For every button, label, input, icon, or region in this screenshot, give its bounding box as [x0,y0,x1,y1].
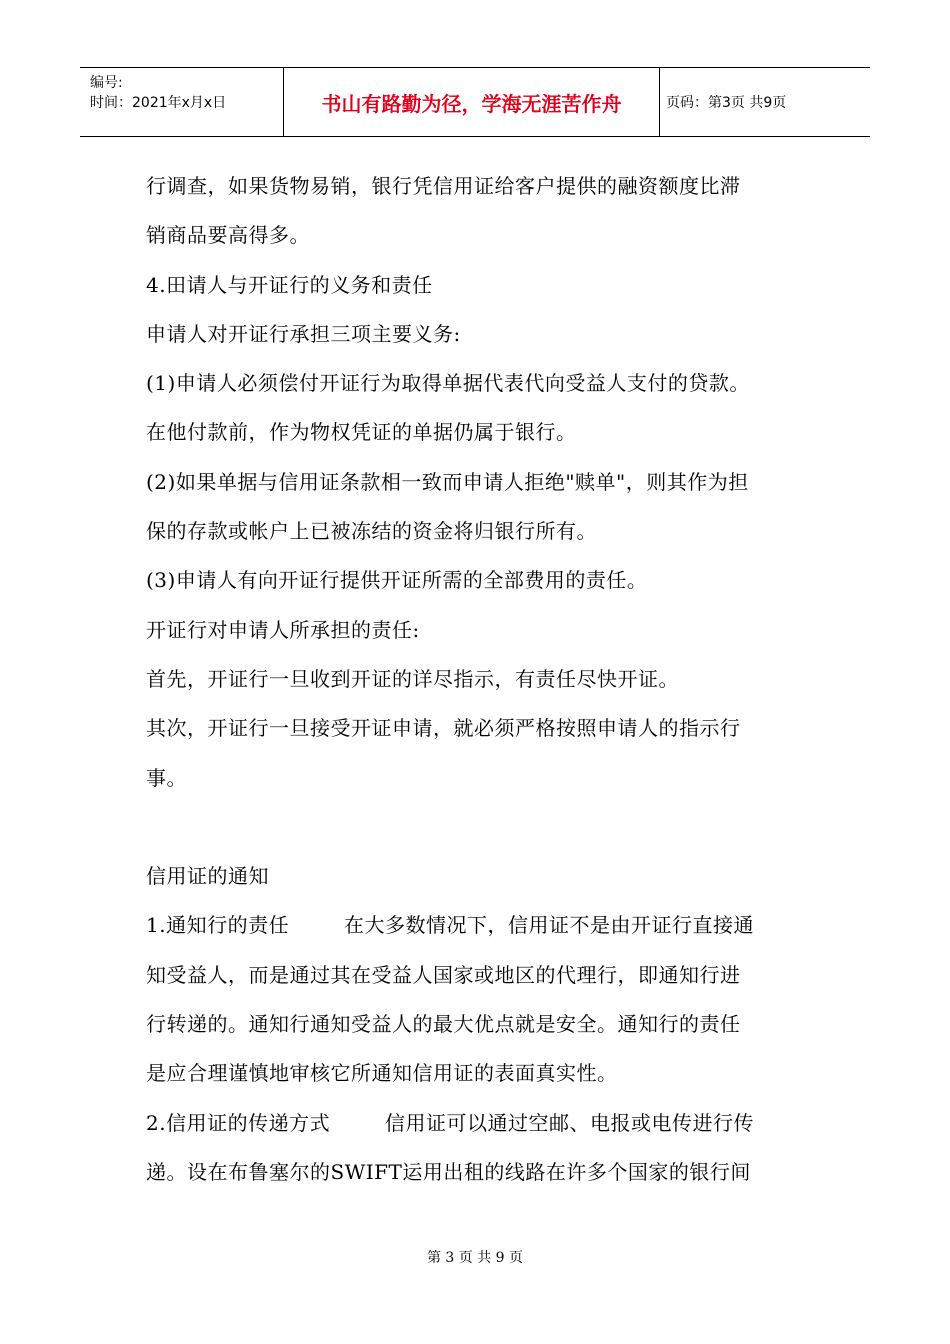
header-meta [80,68,284,136]
body-line: 销商品要高得多。 [146,223,310,248]
body-line: 知受益人，而是通过其在受益人国家或地区的代理行，即通知行进 [146,962,741,987]
body-line: (3)申请人有向开证行提供开证所需的全部费用的责任。 [146,568,648,593]
body-line: 事。 [146,765,187,790]
body-line: 保的存款或帐户上已被冻结的资金将归银行所有。 [146,519,597,544]
body-line: 申请人对开证行承担三项主要义务: [146,321,461,346]
document-body [146,162,826,1197]
header-page-cell [660,68,870,136]
header-motto-cell [284,68,660,136]
body-line: 递。设在布鲁塞尔的SWIFT运用出租的线路在许多个国家的银行间 [146,1159,751,1184]
blank-line [146,803,826,852]
body-line: 在他付款前，作为物权凭证的单据仍属于银行。 [146,420,577,445]
document-header [80,67,870,137]
page-footer: 第 3 页 共 9 页 [426,1250,524,1266]
section-heading: 信用证的通知 [146,864,269,889]
number-label: 编号: [90,75,123,91]
body-line: (2)如果单据与信用证条款相一致而申请人拒绝"赎单"，则其作为担 [146,469,749,494]
body-line: 行转递的。通知行通知受益人的最大优点就是安全。通知行的责任 [146,1012,741,1037]
body-line: 开证行对申请人所承担的责任: [146,617,420,642]
body-line: (1)申请人必须偿付开证行为取得单据代表代向受益人支付的贷款。 [146,371,750,396]
body-line: 首先，开证行一旦收到开证的详尽指示，有责任尽快开证。 [146,666,679,691]
header-motto: 书山有路勤为径，学海无涯苦作舟 [321,91,622,116]
body-line: 是应合理谨慎地审核它所通知信用证的表面真实性。 [146,1061,618,1086]
time-label: 时间：2021年x月x日 [90,95,227,111]
header-page-info: 页码：第3页 共9页 [666,95,787,111]
section-heading: 4.田请人与开证行的义务和责任 [146,272,433,297]
body-line: 1.通知行的责任 在大多数情况下，信用证不是由开证行直接通 [146,913,754,938]
body-line: 其次，开证行一旦接受开证申请，就必须严格按照申请人的指示行 [146,716,741,741]
body-line: 行调查，如果货物易销，银行凭信用证给客户提供的融资额度比滞 [146,174,741,198]
body-line: 2.信用证的传递方式 信用证可以通过空邮、电报或电传进行传 [146,1110,754,1135]
